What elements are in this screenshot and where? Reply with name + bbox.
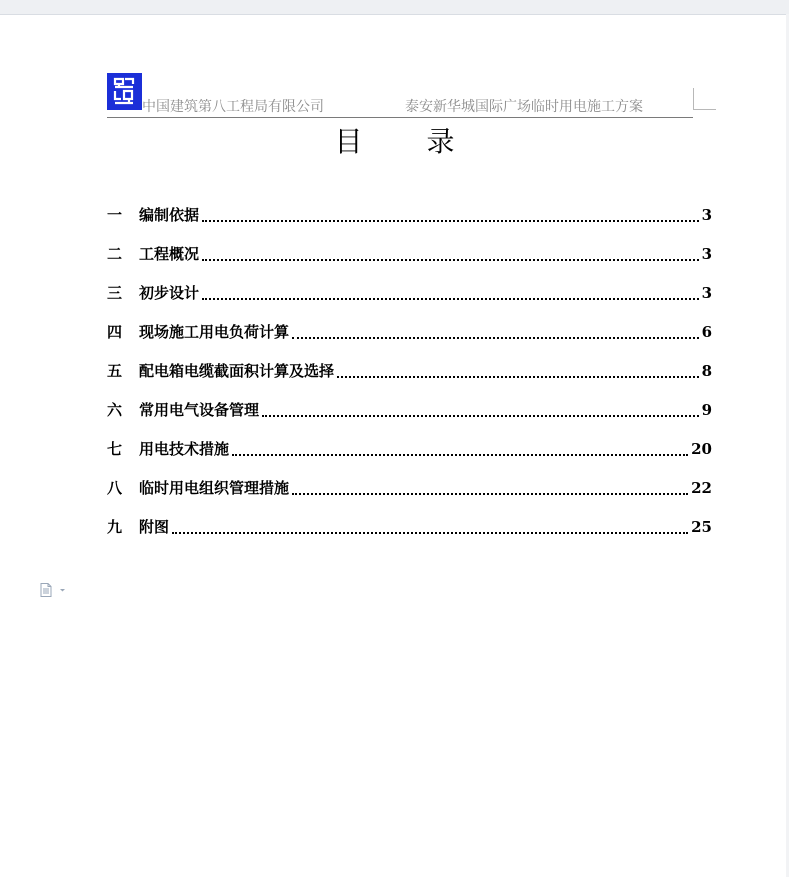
toc-page-number: 8 [701, 361, 712, 380]
toc-number: 五 [107, 362, 123, 380]
cscec-logo-icon [107, 73, 142, 110]
document-icon[interactable] [40, 582, 66, 596]
toc-leader [337, 376, 699, 378]
title-char-1: 目 [334, 125, 363, 158]
toc-number: 一 [107, 206, 123, 224]
page-title [0, 120, 789, 160]
toc-title: 常用电气设备管理 [139, 401, 260, 419]
toc-title: 配电箱电缆截面积计算及选择 [139, 362, 335, 380]
toc-title: 临时用电组织管理措施 [139, 479, 290, 497]
toc-entry[interactable] [107, 351, 712, 390]
toc-page-number: 3 [701, 244, 712, 263]
toc-entry[interactable] [107, 312, 712, 351]
toc-leader [232, 454, 688, 456]
toc-title: 初步设计 [139, 284, 200, 302]
toc-page-number: 25 [691, 517, 712, 536]
toc-entry[interactable] [107, 507, 712, 546]
toc-page-number: 3 [701, 205, 712, 224]
header-company-name: 中国建筑第八工程局有限公司 [142, 99, 324, 115]
toc-leader [202, 298, 699, 300]
window-top-strip [0, 0, 789, 15]
toc-number: 八 [107, 479, 123, 497]
toc-entry[interactable] [107, 468, 712, 507]
header-rule [107, 117, 693, 118]
toc-title: 附图 [139, 518, 170, 536]
header-project-name: 泰安新华城国际广场临时用电施工方案 [405, 99, 643, 115]
toc-leader [172, 532, 688, 534]
toc-page-number: 20 [691, 439, 712, 458]
toc-entry[interactable] [107, 273, 712, 312]
toc-number: 二 [107, 245, 123, 263]
toc-entry[interactable] [107, 234, 712, 273]
toc-entry[interactable] [107, 429, 712, 468]
toc-number: 九 [107, 518, 123, 536]
toc-title: 编制依据 [139, 206, 200, 224]
toc-leader [202, 220, 699, 222]
toc-number: 七 [107, 440, 123, 458]
toc-title: 工程概况 [139, 245, 200, 263]
toc-title: 用电技术措施 [139, 440, 230, 458]
toc-page-number: 6 [701, 322, 712, 341]
toc-page-number: 22 [691, 478, 712, 497]
toc-number: 三 [107, 284, 123, 302]
toc-leader [202, 259, 699, 261]
toc-page-number: 9 [701, 400, 712, 419]
toc-title: 现场施工用电负荷计算 [139, 323, 290, 341]
toc-leader [292, 337, 699, 339]
toc-page-number: 3 [701, 283, 712, 302]
page-corner-mark [693, 88, 716, 110]
table-of-contents [107, 195, 712, 546]
toc-entry[interactable] [107, 195, 712, 234]
toc-entry[interactable] [107, 390, 712, 429]
toc-leader [292, 493, 688, 495]
toc-number: 四 [107, 323, 123, 341]
title-char-2: 录 [426, 125, 455, 158]
toc-leader [262, 415, 699, 417]
toc-number: 六 [107, 401, 123, 419]
